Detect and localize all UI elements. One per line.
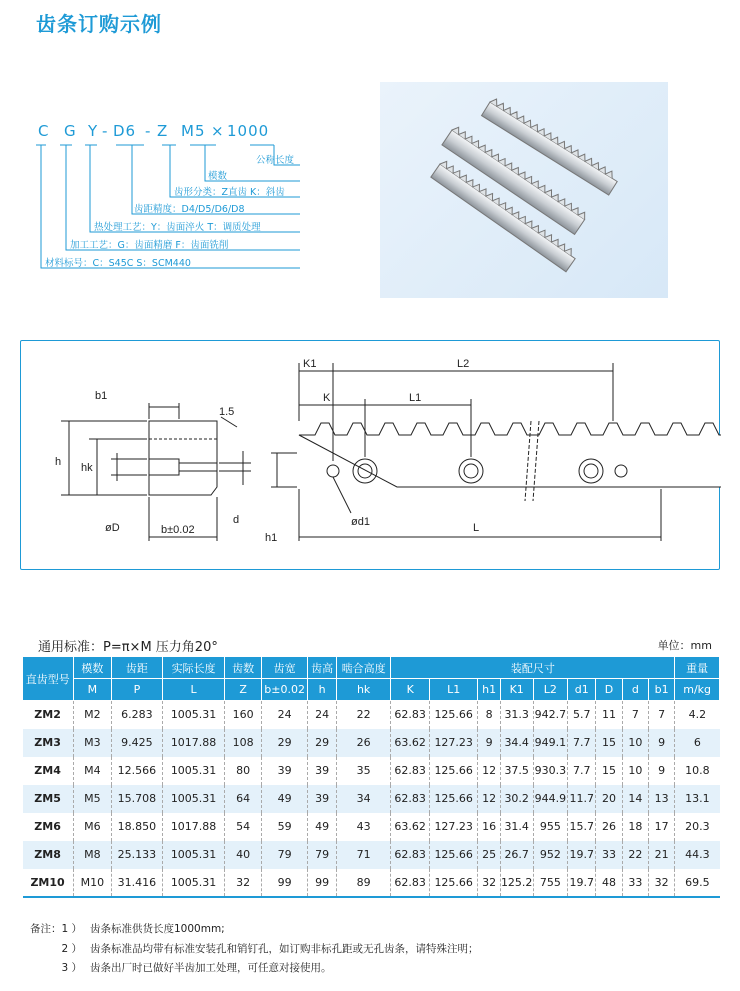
table-cell: M4 — [73, 757, 111, 785]
header-module: 模数 — [73, 657, 111, 679]
table-cell: 15.708 — [112, 785, 163, 813]
table-cell: 160 — [225, 701, 261, 729]
subheader: m/kg — [675, 679, 720, 701]
table-cell: 31.416 — [112, 869, 163, 897]
subheader: L2 — [533, 679, 567, 701]
code-heat: Y — [88, 122, 99, 140]
code-precision: D6 — [113, 122, 137, 140]
label-tooth-form: 齿形分类：Z直齿 K：斜齿 — [174, 187, 285, 198]
table-cell: 62.83 — [391, 785, 429, 813]
table-cell: 952 — [533, 841, 567, 869]
note-item — [22, 940, 479, 960]
code-tooth-form: Z — [157, 122, 169, 140]
table-cell: 10.8 — [675, 757, 720, 785]
code-material: C — [38, 122, 50, 140]
note-number: 2 ） — [61, 942, 82, 955]
table-cell: 29 — [261, 729, 308, 757]
label-material: 材料标号：C：S45C S：SCM440 — [45, 258, 191, 269]
table-cell: 31.3 — [500, 701, 533, 729]
label-heat-treatment: 热处理工艺：Y：齿面淬火 T：调质处理 — [94, 222, 261, 233]
table-cell: 89 — [336, 869, 391, 897]
table-cell: 32 — [478, 869, 500, 897]
table-cell: 59 — [261, 813, 308, 841]
table-cell: 30.2 — [500, 785, 533, 813]
table-cell: 39 — [261, 757, 308, 785]
note-item — [22, 959, 479, 979]
dim-d1: ød1 — [351, 516, 370, 528]
table-cell: 26.7 — [500, 841, 533, 869]
code-process: G — [64, 122, 77, 140]
dim-L2: L2 — [457, 358, 470, 370]
table-cell: 6.283 — [112, 701, 163, 729]
subheader: K1 — [500, 679, 533, 701]
table-row — [23, 813, 720, 841]
code-times: × — [211, 122, 225, 140]
table-cell: 63.62 — [391, 813, 429, 841]
model-cell: ZM6 — [34, 820, 61, 833]
header-height: 齿高 — [308, 657, 336, 679]
model-cell: ZM8 — [23, 841, 74, 869]
table-cell: 62.83 — [391, 869, 429, 897]
table-cell: 29 — [308, 729, 336, 757]
header-assembly: 装配尺寸 — [391, 657, 675, 679]
table-row — [23, 701, 720, 729]
unit-label: 单位：mm — [657, 639, 712, 652]
table-cell: 7.7 — [568, 729, 596, 757]
table-cell: 955 — [533, 813, 567, 841]
table-cell: 25 — [478, 841, 500, 869]
table-cell: 32 — [225, 869, 261, 897]
subheader: L1 — [429, 679, 478, 701]
table-cell: 12 — [478, 785, 500, 813]
header-teeth: 齿数 — [225, 657, 261, 679]
table-cell: 11 — [596, 701, 622, 729]
dim-L: L — [473, 522, 480, 534]
table-cell: 39 — [308, 785, 336, 813]
table-row — [23, 841, 720, 869]
table-cell: 32 — [649, 869, 675, 897]
table-cell: 15 — [596, 757, 622, 785]
table-cell: M10 — [73, 869, 111, 897]
table-cell: 13.1 — [675, 785, 720, 813]
table-cell: 125.2 — [500, 869, 533, 897]
table-cell: 80 — [225, 757, 261, 785]
table-cell: 26 — [596, 813, 622, 841]
table-cell: 15 — [596, 729, 622, 757]
table-cell: 26 — [336, 729, 391, 757]
table-cell: 12 — [478, 757, 500, 785]
table-cell: 22 — [622, 841, 648, 869]
header-mesh-height: 啮合高度 — [336, 657, 391, 679]
table-cell: 62.83 — [391, 701, 429, 729]
table-cell: 942.7 — [533, 701, 567, 729]
table-cell: 18.850 — [112, 813, 163, 841]
dim-h1: h1 — [265, 532, 278, 544]
header-pitch: 齿距 — [112, 657, 163, 679]
table-cell: 34.4 — [500, 729, 533, 757]
dim-d: d — [233, 514, 240, 526]
label-module: 模数 — [208, 171, 228, 182]
note-text: 齿条标准品均带有标准安装孔和销钉孔，如订购非标孔距或无孔齿条，请特殊注明； — [90, 942, 479, 955]
subheader: P — [112, 679, 163, 701]
code-module: M5 — [181, 122, 206, 140]
table-cell: 22 — [336, 701, 391, 729]
header-width: 齿宽 — [261, 657, 308, 679]
page-title: 齿条订购示例 — [36, 12, 162, 36]
subheader: b1 — [649, 679, 675, 701]
table-cell: 14 — [622, 785, 648, 813]
dim-D: øD — [105, 522, 120, 534]
table-cell: 20 — [596, 785, 622, 813]
header-model: 直齿型号 — [23, 657, 74, 701]
code-dash-1: - — [102, 122, 109, 140]
table-cell: M2 — [73, 701, 111, 729]
table-cell: 39 — [308, 757, 336, 785]
table-cell: 1005.31 — [162, 785, 225, 813]
table-cell: 4.2 — [675, 701, 720, 729]
table-row — [23, 869, 720, 897]
table-cell: 7.7 — [568, 757, 596, 785]
table-cell: 1005.31 — [162, 869, 225, 897]
table-cell: 17 — [649, 813, 675, 841]
table-cell: 33 — [596, 841, 622, 869]
table-cell: 20.3 — [675, 813, 720, 841]
subheader: L — [162, 679, 225, 701]
table-cell: 99 — [261, 869, 308, 897]
gear-rack-image — [380, 82, 668, 298]
subheader: b±0.02 — [261, 679, 308, 701]
table-cell: 63.62 — [391, 729, 429, 757]
subheader: h1 — [478, 679, 500, 701]
dim-h: h — [55, 456, 62, 468]
table-cell: 18 — [622, 813, 648, 841]
subheader: h — [308, 679, 336, 701]
table-cell: 21 — [649, 841, 675, 869]
table-cell: 7 — [649, 701, 675, 729]
note-text: 齿条出厂时已做好半齿加工处理，可任意对接使用。 — [90, 962, 332, 974]
table-cell: 12.566 — [112, 757, 163, 785]
subheader: d1 — [568, 679, 596, 701]
label-length: 公称长度 — [256, 155, 295, 166]
table-cell: 19.7 — [568, 869, 596, 897]
gear-rack-photo — [380, 82, 668, 298]
table-cell: 64 — [225, 785, 261, 813]
model-cell: ZM4 — [34, 764, 61, 777]
table-row — [23, 729, 720, 757]
table-cell: M6 — [73, 813, 111, 841]
table-cell: 79 — [261, 841, 308, 869]
subheader: M — [73, 679, 111, 701]
table-cell: 10 — [622, 729, 648, 757]
table-cell: 24 — [308, 701, 336, 729]
subheader: hk — [336, 679, 391, 701]
table-cell: 1005.31 — [162, 841, 225, 869]
table-cell: 125.66 — [429, 701, 478, 729]
standard-note: 通用标准：P=π×M 压力角20° — [38, 640, 218, 655]
table-cell: 1017.88 — [162, 729, 225, 757]
table-cell: 8 — [478, 701, 500, 729]
table-cell: 79 — [308, 841, 336, 869]
table-cell: 19.7 — [568, 841, 596, 869]
table-cell: 10 — [622, 757, 648, 785]
dim-L1: L1 — [409, 392, 422, 404]
table-cell: M3 — [73, 729, 111, 757]
table-cell: 62.83 — [391, 757, 429, 785]
table-cell: 755 — [533, 869, 567, 897]
table-cell: 930.3 — [533, 757, 567, 785]
table-cell: 127.23 — [429, 813, 478, 841]
table-cell: 125.66 — [429, 785, 478, 813]
table-cell: 9 — [478, 729, 500, 757]
table-row — [23, 785, 720, 813]
table-cell: 7 — [622, 701, 648, 729]
table-cell: 25.133 — [112, 841, 163, 869]
technical-drawing — [20, 340, 720, 570]
dim-b1: b1 — [95, 390, 108, 402]
table-cell: 1005.31 — [162, 757, 225, 785]
table-cell: 949.1 — [533, 729, 567, 757]
table-cell: M5 — [73, 785, 111, 813]
table-cell: 34 — [336, 785, 391, 813]
note-item — [22, 920, 479, 940]
dim-K1: K1 — [303, 358, 317, 370]
table-cell: 13 — [649, 785, 675, 813]
table-cell: 35 — [336, 757, 391, 785]
table-cell: 99 — [308, 869, 336, 897]
note-number: 备注：1 ） — [29, 923, 82, 935]
table-cell: 49 — [261, 785, 308, 813]
dim-chamfer: 1.5 — [219, 406, 235, 418]
dim-K: K — [323, 392, 331, 404]
table-cell: 5.7 — [568, 701, 596, 729]
subheader: Z — [225, 679, 261, 701]
table-cell: 9 — [649, 757, 675, 785]
table-cell: 49 — [308, 813, 336, 841]
table-cell: 40 — [225, 841, 261, 869]
table-cell: 33 — [622, 869, 648, 897]
table-cell: 37.5 — [500, 757, 533, 785]
table-cell: 48 — [596, 869, 622, 897]
table-cell: 15.7 — [568, 813, 596, 841]
dim-hk: hk — [81, 462, 93, 474]
model-cell: ZM10 — [23, 869, 74, 897]
table-cell: 125.66 — [429, 841, 478, 869]
table-cell: 944.9 — [533, 785, 567, 813]
table-cell: 31.4 — [500, 813, 533, 841]
table-cell: 24 — [261, 701, 308, 729]
table-cell: 43 — [336, 813, 391, 841]
spec-table — [22, 656, 720, 898]
table-cell: 9.425 — [112, 729, 163, 757]
note-number: 3 ） — [61, 962, 82, 974]
table-cell: M8 — [73, 841, 111, 869]
subheader: K — [391, 679, 429, 701]
table-cell: 69.5 — [675, 869, 720, 897]
dim-b: b±0.02 — [161, 524, 195, 536]
table-cell: 11.7 — [568, 785, 596, 813]
note-text: 齿条标准供货长度1000mm; — [90, 923, 225, 935]
rack-dimension-drawing — [21, 341, 721, 571]
table-cell: 1005.31 — [162, 701, 225, 729]
table-cell: 125.66 — [429, 757, 478, 785]
subheader: d — [622, 679, 648, 701]
table-cell: 16 — [478, 813, 500, 841]
table-cell: 71 — [336, 841, 391, 869]
subheader: D — [596, 679, 622, 701]
code-dash-2: - — [145, 122, 152, 140]
table-cell: 6 — [675, 729, 720, 757]
model-cell: ZM5 — [23, 785, 74, 813]
header-length: 实际长度 — [162, 657, 225, 679]
table-cell: 44.3 — [675, 841, 720, 869]
label-precision: 齿距精度：D4/D5/D6/D8 — [134, 204, 245, 215]
table-cell: 127.23 — [429, 729, 478, 757]
label-process: 加工工艺：G：齿面精磨 F：齿面铣削 — [70, 240, 229, 251]
header-weight: 重量 — [675, 657, 720, 679]
notes — [22, 920, 479, 979]
table-cell: 125.66 — [429, 869, 478, 897]
model-cell: ZM2 — [34, 708, 61, 722]
table-cell: 1017.88 — [162, 813, 225, 841]
model-cell: ZM3 — [23, 729, 74, 757]
code-length: 1000 — [227, 122, 270, 140]
table-cell: 9 — [649, 729, 675, 757]
table-row — [23, 757, 720, 785]
table-cell: 54 — [225, 813, 261, 841]
table-cell: 108 — [225, 729, 261, 757]
table-cell: 62.83 — [391, 841, 429, 869]
